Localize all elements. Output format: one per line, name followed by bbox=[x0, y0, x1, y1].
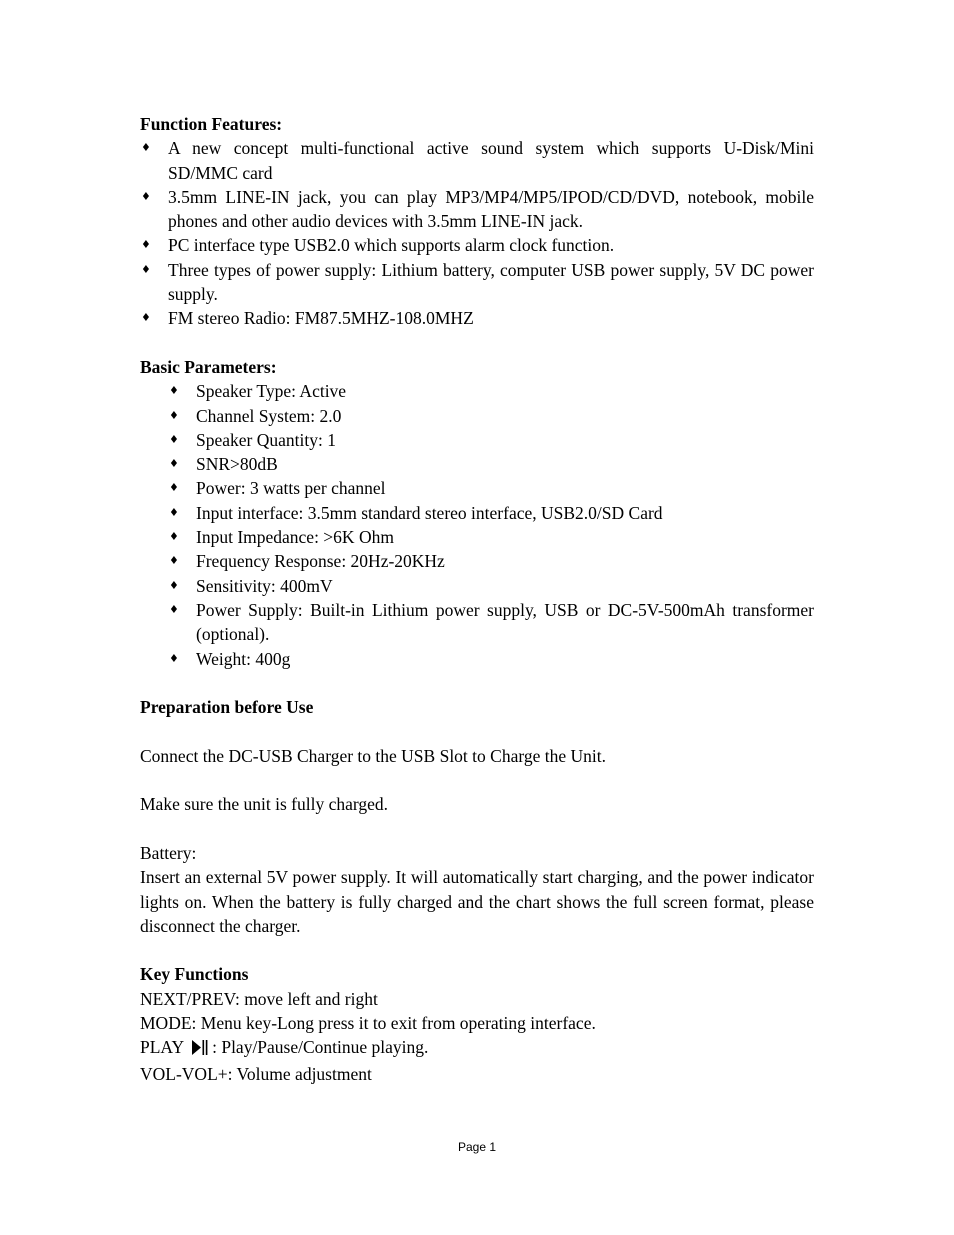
basic-parameters-list bbox=[140, 379, 814, 671]
play-pause-icon bbox=[192, 1037, 208, 1061]
diamond-bullet-icon: ♦ bbox=[169, 457, 179, 471]
list-item: ♦ Weight: 400g bbox=[140, 647, 814, 671]
list-item: ♦ Frequency Response: 20Hz-20KHz bbox=[140, 549, 814, 573]
list-item: ♦ A new concept multi-functional active sound system which supports U-Disk/Mini SD/MMC card bbox=[141, 138, 814, 183]
diamond-bullet-icon: ♦ bbox=[141, 262, 151, 276]
diamond-bullet-icon: ♦ bbox=[141, 311, 151, 325]
vol-text: VOL-VOL+: Volume adjustment bbox=[140, 1063, 372, 1084]
battery-text: Insert an external 5V power supply. It will automatically start charging, and the power indicator lights on. When the battery is fully charged and the chart shows the full screen format, please disconnect the charger. bbox=[140, 867, 814, 936]
battery-label: Battery: bbox=[140, 842, 197, 863]
play-line bbox=[140, 1035, 814, 1061]
list-item: ♦ 3.5mm LINE-IN jack, you can play MP3/MP4/MP5/IPOD/CD/DVD, notebook, mobile phones and other audio devices with 3.5mm LINE-IN jack. bbox=[141, 186, 814, 232]
list-item: ♦ Speaker Type: Active bbox=[140, 379, 814, 403]
list-item: ♦ Speaker Quantity: 1 bbox=[140, 428, 814, 452]
play-description: : Play/Pause/Continue playing. bbox=[212, 1037, 429, 1058]
diamond-bullet-icon: ♦ bbox=[169, 602, 179, 616]
diamond-bullet-icon: ♦ bbox=[169, 530, 179, 544]
play-label: PLAY bbox=[140, 1037, 185, 1058]
preparation-fully-charged-text: Make sure the unit is fully charged. bbox=[140, 794, 389, 815]
diamond-bullet-icon: ♦ bbox=[141, 238, 151, 252]
function-features-list bbox=[140, 136, 814, 330]
diamond-bullet-icon: ♦ bbox=[141, 141, 151, 155]
diamond-bullet-icon: ♦ bbox=[169, 578, 179, 592]
diamond-bullet-icon: ♦ bbox=[169, 554, 179, 568]
list-item: ♦ FM stereo Radio: FM87.5MHZ-108.0MHZ bbox=[140, 306, 814, 330]
next-prev-text: NEXT/PREV: move left and right bbox=[140, 988, 378, 1009]
mode-text: MODE: Menu key-Long press it to exit from operating interface. bbox=[140, 1012, 596, 1033]
list-item: ♦ Three types of power supply: Lithium battery, computer USB power supply, 5V DC power supply. bbox=[141, 259, 814, 305]
basic-parameters-heading: Basic Parameters: bbox=[140, 356, 277, 377]
list-item: ♦ Channel System: 2.0 bbox=[140, 404, 814, 428]
preparation-heading: Preparation before Use bbox=[140, 697, 314, 718]
list-item: ♦ Power: 3 watts per channel bbox=[140, 476, 814, 500]
document-body bbox=[140, 112, 814, 1086]
list-item: ♦ PC interface type USB2.0 which supports alarm clock function. bbox=[140, 233, 814, 257]
diamond-bullet-icon: ♦ bbox=[141, 189, 151, 203]
diamond-bullet-icon: ♦ bbox=[169, 481, 179, 495]
diamond-bullet-icon: ♦ bbox=[169, 384, 179, 398]
list-item: ♦ Sensitivity: 400mV bbox=[140, 574, 814, 598]
list-item: ♦ Input interface: 3.5mm standard stereo interface, USB2.0/SD Card bbox=[140, 501, 814, 525]
diamond-bullet-icon: ♦ bbox=[169, 408, 179, 422]
diamond-bullet-icon: ♦ bbox=[169, 432, 179, 446]
list-item: ♦ Power Supply: Built-in Lithium power supply, USB or DC-5V-500mAh transformer (optional). bbox=[169, 599, 814, 645]
key-functions-heading: Key Functions bbox=[140, 964, 249, 985]
list-item: ♦ SNR>80dB bbox=[140, 452, 814, 476]
diamond-bullet-icon: ♦ bbox=[169, 505, 179, 519]
list-item: ♦ Input Impedance: >6K Ohm bbox=[140, 525, 814, 549]
page-number: Page 1 bbox=[457, 1140, 497, 1154]
preparation-charge-text: Connect the DC-USB Charger to the USB Slot to Charge the Unit. bbox=[140, 745, 606, 766]
diamond-bullet-icon: ♦ bbox=[169, 651, 179, 665]
function-features-heading: Function Features: bbox=[140, 114, 283, 134]
